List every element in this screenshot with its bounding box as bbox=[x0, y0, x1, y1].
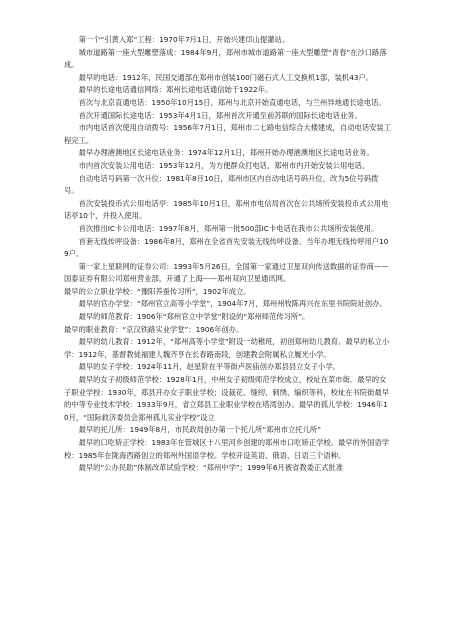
paragraph: 城市道路第一座大型雕塑落成：1984年9月，郑州市城市道路第一座大型雕塑“青春”在沙口路落成。 bbox=[64, 47, 387, 70]
paragraph: 第一家上星联网的证券公司：1993年5月26日，全国第一家通过卫星双向传送数据的证券商——国泰证券有限公司郑州营业部，开通了上海——郑州双向卫星通讯网。 bbox=[64, 261, 389, 284]
paragraph: 最早的口吃矫正学校：1983年在管城区十八里河乡创建的郑州市口吃矫正学校。最早的外国语学校：1985年在陇海西路创立的郑州外国语学校。学校开设英语、俄语、日语三个语种。 bbox=[64, 438, 390, 460]
paragraph: 最早的师范教育：1906年“郑州官立中学堂”附设的“郑州师范传习所”。 bbox=[78, 312, 310, 322]
paragraph: 最早的电话：1912年，民国交通部在郑州市创装100门磁石式人工交换机1部，装机43户。 bbox=[78, 72, 374, 82]
paragraph: 第一个“引黄入郑”工程：1970年7月1日，开始兴建邙山提灌站。 bbox=[78, 35, 290, 44]
paragraph: 首次开通国际长途电话：1953年4月1日，郑州首次开通至前苏联的国际长途电话业务。 bbox=[78, 110, 362, 120]
paragraph: 自动电话号码第一次升位：1981年8月10日，郑州市区内自动电话号码升位，改为5位号码拨号。 bbox=[64, 173, 379, 196]
paragraph: 最早的官办学堂：“郑州官立高等小学堂”，1904年7月，郑州州牧陈再兴在东里书院院址创办。 bbox=[78, 299, 387, 309]
paragraph: 首次推出IC卡公用电话：1997年8月，郑州第一批500部IC卡电话在我市公共场所安装使用。 bbox=[78, 223, 379, 233]
paragraph: 最早的女子学校：1924年11月，赵星阶在平等街卢医庙创办郑县县立女子小学。 bbox=[78, 362, 340, 372]
paragraph: 最早办理港澳地区长途电话业务：1974年12月1日，郑州开始办理港澳地区长途电话业务。 bbox=[78, 148, 374, 158]
paragraph: 最早的职业教育：“京汉铁路实业学堂”：1906年创办。 bbox=[64, 324, 244, 334]
paragraph: 最早的女子初级师范学校：1928年1月，中州女子初级师范学校成立，校址在菜市街。最早的女子职业学校：1930年，郑县开办女子职业学校；设裁花、缝纫、刺绣、编织等科，校址在书院街最早的中等专业技术学校：1933年9月，省立郑县工业职业学校在塔湾创办。最早的孤儿学校：1946年10月，“国际救济委员会郑州孤儿实业学校”设立 bbox=[64, 375, 390, 422]
paragraph: 最早的长途电话通信网络：郑州长途电话通信始于1922年。 bbox=[78, 85, 273, 95]
paragraph: 最早的“公办民助”体制改革试验学校：“郑州中学”；1999年6月被省教委正式批准 bbox=[78, 463, 344, 473]
paragraph: 首次与北京直通电话：1950年10月15日，郑州与北京开始直通电话，与兰州异地通长途电话。 bbox=[78, 97, 386, 107]
paragraph: 最早的托儿所：1949年8月，市民政局创办第一个托儿所“郑州市立托儿所” bbox=[78, 425, 321, 435]
paragraph: 市内首次安装公用电话：1953年12月，为方便群众打电话，郑州市内开始安装公用电话。 bbox=[78, 160, 370, 170]
paragraph: 市内电话首次使用自动拨号：1956年7月1日，郑州市二七路电信综合大楼建成，自动电话安装工程完工。 bbox=[64, 123, 392, 145]
paragraph: 首次安装投币式公用电话亭：1985年10月1日，郑州市电信局首次在公共场所安装投币式公用电话亭10个，并投入使用。 bbox=[64, 198, 389, 221]
paragraph: 首套无线传呼设备：1986年8月，郑州在全省首先安装无线传呼设备。当年办理无线传呼用户109户。 bbox=[64, 236, 389, 259]
paragraph: 最早的公立职业学校：“豫阳养蚕传习所”，1902年成立。 bbox=[64, 286, 251, 296]
paragraph: 最早的幼儿教育：1912年，“郑州高等小学堂”附设一幼稚班，初创郑州幼儿教育。最早的私立小学：1912年，基督教徒福建人魏齐亨在长春路南段，创建教会附属私立履光小学。 bbox=[64, 337, 390, 359]
